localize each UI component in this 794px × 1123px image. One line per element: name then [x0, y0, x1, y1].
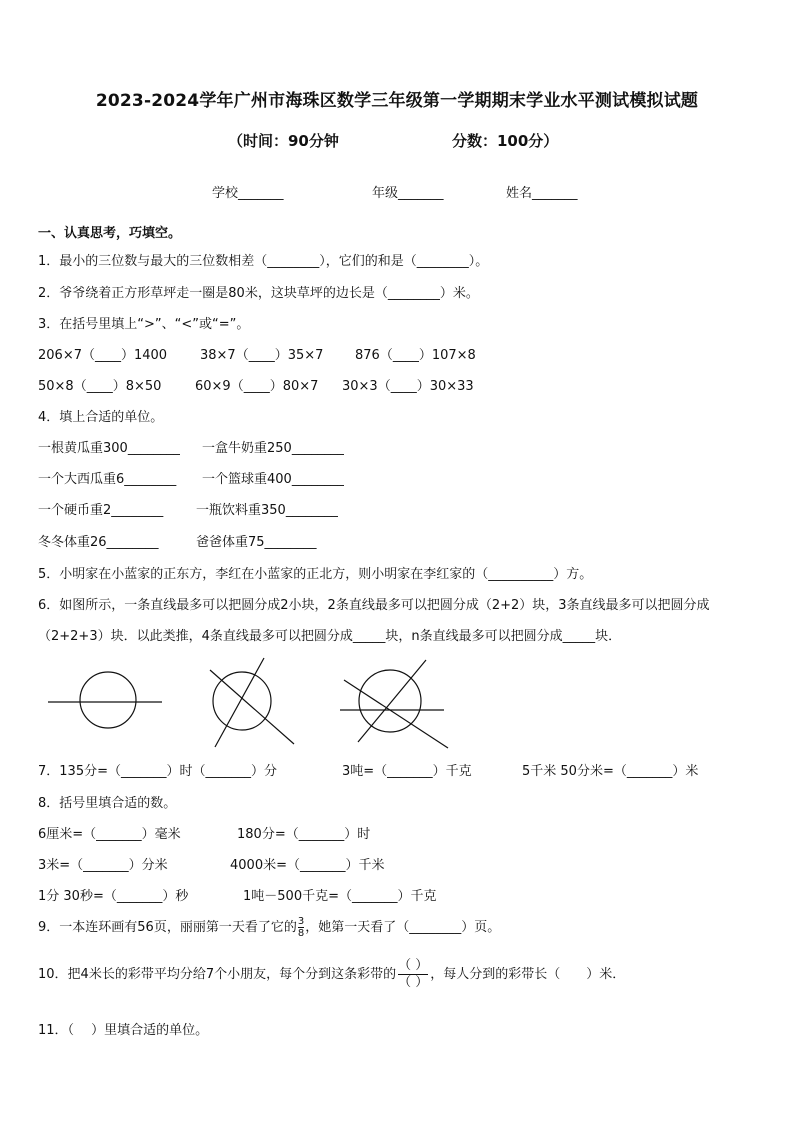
question-10 [38, 958, 625, 991]
question-2: 2．爷爷绕着正方形草坪走一圈是80米，这块草坪的边长是（________）米。 [38, 286, 479, 301]
question-11: 11．（ ）里填合适的单位。 [38, 1023, 209, 1038]
circle-two-lines [210, 658, 294, 747]
q4-item: 一个大西瓜重6________ [38, 472, 177, 487]
school-field: 学校_______ [212, 186, 284, 201]
question-8: 8．括号里填合适的数。 [38, 796, 177, 811]
q10-text-start: 10．把4米长的彩带平均分给7个小朋友，每个分到这条彩带的 [38, 967, 397, 982]
page-title: 2023-2024学年广州市海珠区数学三年级第一学期期末学业水平测试模拟试题 [95, 91, 699, 111]
q3-item: 876（____）107×8 [355, 348, 476, 363]
q8-item: 4000米=（_______）千米 [230, 858, 385, 873]
q8-item: 3米=（_______）分米 [38, 858, 168, 873]
question-7b: 3吨=（_______）千克 [342, 764, 472, 779]
question-7a: 7．135分=（_______）时（_______）分 [38, 764, 277, 779]
question-5: 5．小明家在小蓝家的正东方，李红在小蓝家的正北方，则小明家在李红家的（__________）方。 [38, 567, 593, 582]
question-7c: 5千米 50分米=（_______）米 [522, 764, 699, 779]
question-3: 3．在括号里填上“>”、“<”或“=”。 [38, 317, 250, 332]
q8-item: 1吨－500千克=（_______）千克 [243, 889, 437, 904]
exam-score: 分数：100分） [452, 132, 559, 150]
q4-item: 一根黄瓜重300________ [38, 441, 180, 456]
name-field: 姓名_______ [506, 186, 578, 201]
q9-text-start: 9．一本连环画有56页，丽丽第一天看了它的 [38, 920, 297, 935]
circle-figures [40, 652, 470, 752]
q10-text-end: ，每人分到的彩带长（ ）米． [430, 967, 626, 982]
q3-item: 38×7（____）35×7 [200, 348, 324, 363]
q8-item: 6厘米=（_______）毫米 [38, 827, 181, 842]
circle-one-line [48, 672, 162, 728]
circle-three-lines [340, 660, 448, 748]
q3-item: 50×8（____）8×50 [38, 379, 162, 394]
q3-item: 60×9（____）80×7 [195, 379, 319, 394]
q9-fraction [298, 916, 304, 939]
q10-numerator: （ ） [398, 958, 429, 973]
q9-text-end: ，她第一天看了（________）页。 [305, 920, 501, 935]
question-9 [38, 916, 500, 939]
q4-item: 一个篮球重400________ [202, 472, 344, 487]
q10-fraction [398, 958, 428, 991]
question-4: 4．填上合适的单位。 [38, 410, 164, 425]
section-heading: 一、认真思考，巧填空。 [38, 226, 182, 241]
question-1: 1．最小的三位数与最大的三位数相差（________），它们的和是（________）。 [38, 254, 489, 269]
grade-field: 年级_______ [372, 186, 444, 201]
q8-item: 180分=（_______）时 [237, 827, 371, 842]
q10-denominator: （ ） [398, 975, 429, 990]
q4-item: 一瓶饮料重350________ [196, 503, 338, 518]
q4-item: 爸爸体重75________ [196, 535, 317, 550]
q9-denominator: 8 [297, 928, 305, 939]
q9-numerator: 3 [297, 916, 305, 927]
question-6-line1: 6．如图所示，一条直线最多可以把圆分成2小块，2条直线最多可以把圆分成（2+2）块，3条直线最多可以把圆分成 [38, 598, 710, 613]
q3-item: 206×7（____）1400 [38, 348, 168, 363]
q3-item: 30×3（____）30×33 [342, 379, 474, 394]
question-6-line2: （2+2+3）块．以此类推，4条直线最多可以把圆分成_____块，n条直线最多可以把圆分成_____块． [38, 629, 622, 644]
q8-item: 1分 30秒=（_______）秒 [38, 889, 189, 904]
q4-item: 冬冬体重26________ [38, 535, 159, 550]
exam-time: （时间：90分钟 [228, 132, 339, 150]
q4-item: 一盒牛奶重250________ [202, 441, 344, 456]
q4-item: 一个硬币重2________ [38, 503, 164, 518]
